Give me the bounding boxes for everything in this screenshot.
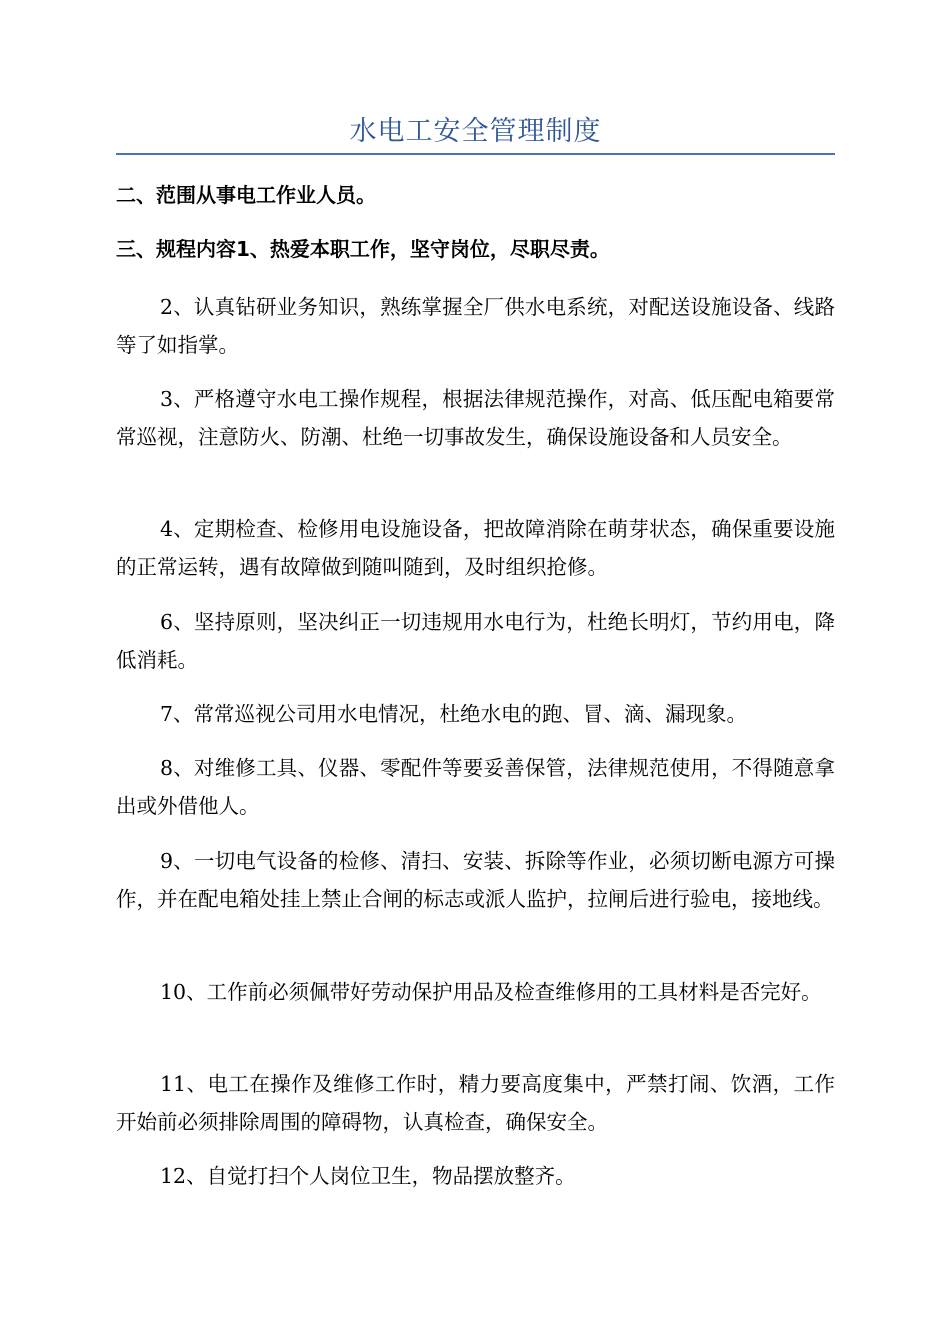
rule-paragraph-2: 2、认真钻研业务知识，熟练掌握全厂供水电系统，对配送设施设备、线路等了如指掌。 xyxy=(116,295,835,357)
rule-paragraph-6: 6、坚持原则，坚决纠正一切违规用水电行为，杜绝长明灯，节约用电，降低消耗。 xyxy=(116,610,835,672)
rule-paragraph-12: 12、自觉打扫个人岗位卫生，物品摆放整齐。 xyxy=(160,1164,576,1188)
rule-paragraph-9: 9、一切电气设备的检修、清扫、安装、拆除等作业，必须切断电源方可操作，并在配电箱处挂上禁止合闸的标志或派人监护，拉闸后进行验电，接地线。 xyxy=(116,849,835,911)
rule-paragraph-3: 3、严格遵守水电工操作规程，根据法律规范操作，对高、低压配电箱要常常巡视，注意防火、防潮、杜绝一切事故发生，确保设施设备和人员安全。 xyxy=(116,387,835,449)
title-underline xyxy=(116,153,835,155)
section-heading-scope: 二、范围从事电工作业人员。 xyxy=(116,183,376,207)
rule-paragraph-10: 10、工作前必须佩带好劳动保护用品及检查维修用的工具材料是否完好。 xyxy=(160,980,822,1004)
rule-paragraph-7: 7、常常巡视公司用水电情况，杜绝水电的跑、冒、滴、漏现象。 xyxy=(160,702,748,726)
rule-paragraph-8: 8、对维修工具、仪器、零配件等要妥善保管，法律规范使用，不得随意拿出或外借他人。 xyxy=(116,756,835,818)
rule-paragraph-4: 4、定期检查、检修用电设施设备，把故障消除在萌芽状态，确保重要设施的正常运转，遇有故障做到随叫随到，及时组织抢修。 xyxy=(116,517,835,579)
rule-paragraph-11: 11、电工在操作及维修工作时，精力要高度集中，严禁打闹、饮酒，工作开始前必须排除周围的障碍物，认真检查，确保安全。 xyxy=(116,1072,835,1134)
document-title: 水电工安全管理制度 xyxy=(349,116,602,147)
section-heading-rules: 三、规程内容1、热爱本职工作，坚守岗位，尽职尽责。 xyxy=(116,237,610,261)
